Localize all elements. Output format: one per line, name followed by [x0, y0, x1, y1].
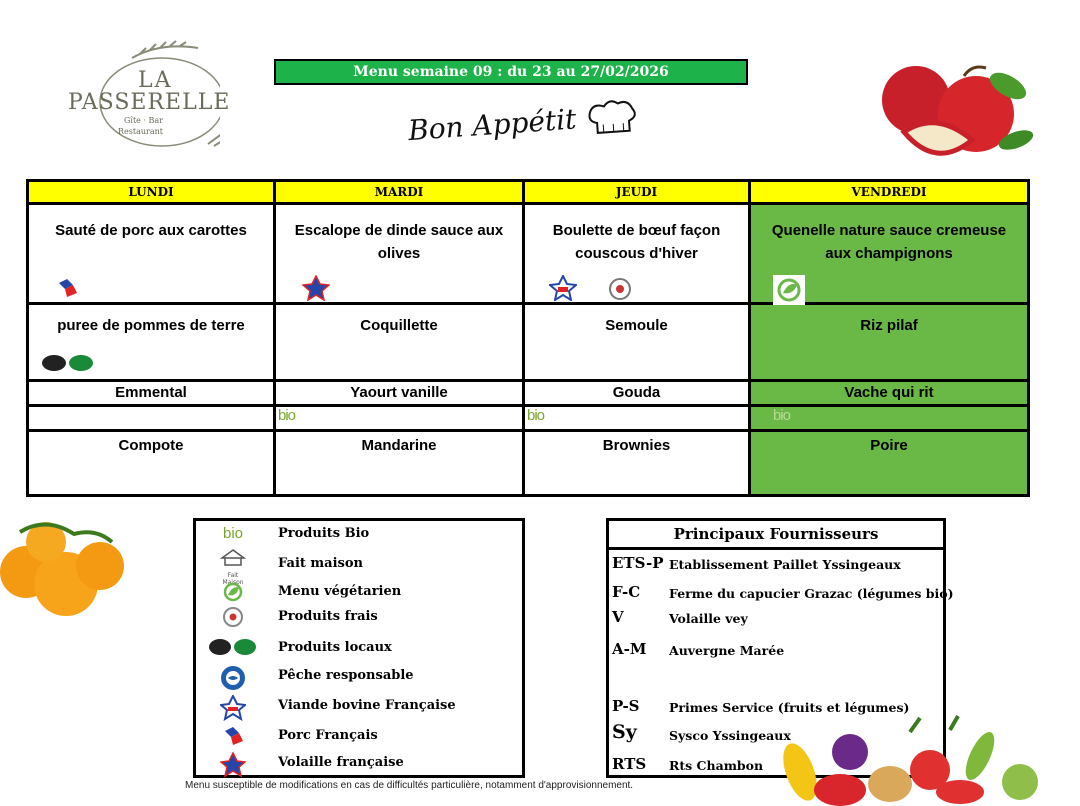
- supplier-code: Sy: [612, 721, 637, 743]
- fait-maison-icon: [218, 548, 248, 586]
- supplier-row: [609, 608, 943, 630]
- vegetarian-icon: [218, 581, 248, 603]
- apples-illustration: [876, 62, 1036, 162]
- bio-icon: bio: [222, 525, 244, 542]
- main-dish-text: Sauté de porc aux carottes: [55, 222, 247, 239]
- french-pork-icon: [55, 277, 81, 299]
- supplier-name: Sysco Yssingeaux: [669, 728, 791, 743]
- legend-label: Pêche responsable: [278, 668, 414, 683]
- footnote: Menu susceptible de modifications en cas de difficultés particulière, notamment d'approvisionnement.: [185, 780, 634, 791]
- dessert: Brownies: [522, 432, 751, 497]
- legend-label: Menu végétarien: [278, 584, 402, 599]
- side-dish-text: puree de pommes de terre: [57, 317, 245, 334]
- bio-icon: bio: [773, 407, 791, 424]
- dairy: Emmental: [26, 382, 276, 407]
- day-column-lundi: [26, 179, 276, 497]
- local-products-icon: [208, 637, 258, 659]
- bon-appetit-heading: [407, 96, 643, 152]
- vegetarian-icon: [773, 275, 805, 305]
- restaurant-logo: [60, 40, 250, 155]
- logo-line-1: LA: [138, 68, 173, 93]
- supplier-row: [609, 554, 943, 576]
- day-header: MARDI: [273, 179, 525, 205]
- legend-item: [196, 695, 522, 719]
- french-poultry-icon: [302, 275, 330, 301]
- french-pork-icon: [218, 725, 248, 747]
- main-dish-text: Escalope de dinde sauce aux olives: [294, 222, 504, 262]
- legend-item: [196, 637, 522, 661]
- weekly-menu-table: [26, 179, 1030, 497]
- day-header: JEUDI: [522, 179, 751, 205]
- local-products-icon: [41, 353, 97, 373]
- supplier-code: F-C: [612, 583, 641, 601]
- oranges-illustration: [0, 512, 128, 616]
- legend-label: Produits Bio: [278, 526, 370, 541]
- logo-line-3: Gîte · Bar: [124, 116, 163, 125]
- legend-item: [196, 606, 522, 630]
- fait-maison-caption: Fait Maison: [222, 572, 244, 586]
- supplier-code: ETS-P: [612, 554, 664, 572]
- responsible-fishing-icon: [218, 665, 248, 687]
- french-poultry-icon: [218, 752, 248, 774]
- main-dish-text: Quenelle nature sauce cremeuse aux champignons: [771, 222, 1007, 262]
- supplier-name: Rts Chambon: [669, 758, 764, 773]
- supplier-code: P-S: [612, 697, 640, 715]
- side-dish: Riz pilaf: [748, 305, 1030, 382]
- supplier-row: [609, 640, 943, 662]
- legend-label: Fait maison: [278, 556, 363, 571]
- fresh-products-icon: [607, 277, 633, 301]
- legend-label: Viande bovine Française: [278, 698, 456, 713]
- legend-item: [196, 725, 522, 749]
- supplier-name: Volaille vey: [669, 611, 748, 626]
- side-dish: Coquillette: [273, 305, 525, 382]
- legend-item: [196, 523, 522, 547]
- legend-label: Produits frais: [278, 609, 378, 624]
- side-dish: Semoule: [522, 305, 751, 382]
- dessert: Mandarine: [273, 432, 525, 497]
- supplier-name: Etablissement Paillet Yssingeaux: [669, 557, 901, 572]
- day-column-jeudi: [522, 179, 751, 497]
- bio-label-cell: [273, 407, 525, 432]
- chef-hat-icon: [584, 96, 643, 140]
- bio-icon: bio: [278, 407, 296, 424]
- supplier-name: Ferme du capucier Grazac (légumes bio): [669, 586, 954, 601]
- legend-label: Porc Français: [278, 728, 378, 743]
- menu-week-title: Menu semaine 09 : du 23 au 27/02/2026: [274, 59, 748, 85]
- side-dish: [26, 305, 276, 382]
- legend-label: Produits locaux: [278, 640, 392, 655]
- fresh-products-icon: [218, 606, 248, 628]
- bio-label-cell: [522, 407, 751, 432]
- main-dish: [748, 205, 1030, 305]
- bio-label-cell: [748, 407, 1030, 432]
- bon-appetit-line-1: Bon: [406, 109, 465, 147]
- legend-label: Volaille française: [278, 755, 404, 770]
- supplier-name: Primes Service (fruits et légumes): [669, 700, 910, 715]
- day-header: LUNDI: [26, 179, 276, 205]
- french-beef-icon: [549, 275, 577, 301]
- legend-item: [196, 665, 522, 689]
- legend-item: [196, 581, 522, 605]
- day-column-mardi: [273, 179, 525, 497]
- bio-icon: bio: [527, 407, 545, 424]
- legend-item: [196, 548, 522, 586]
- supplier-code: A-M: [612, 640, 647, 658]
- dairy: Gouda: [522, 382, 751, 407]
- bio-label-cell: [26, 407, 276, 432]
- french-beef-icon: [218, 695, 248, 717]
- day-column-vendredi: [748, 179, 1030, 497]
- supplier-code: RTS: [612, 755, 647, 773]
- dairy: Yaourt vanille: [273, 382, 525, 407]
- main-dish: [273, 205, 525, 305]
- logo-line-4: Restaurant: [118, 127, 163, 136]
- logo-line-2: PASSERELLE: [68, 90, 231, 115]
- main-dish-text: Boulette de bœuf façon couscous d'hiver: [552, 222, 721, 262]
- supplier-row: [609, 583, 954, 605]
- legend-item: [196, 752, 522, 776]
- supplier-name: Auvergne Marée: [669, 643, 785, 658]
- day-header: VENDREDI: [748, 179, 1030, 205]
- supplier-code: V: [612, 608, 624, 626]
- main-dish: [26, 205, 276, 305]
- suppliers-title: Principaux Fournisseurs: [609, 521, 943, 550]
- dessert: Compote: [26, 432, 276, 497]
- legend-box: [193, 518, 525, 778]
- vegetables-illustration: [760, 712, 1060, 806]
- main-dish: [522, 205, 751, 305]
- dessert: Poire: [748, 432, 1030, 497]
- dairy: Vache qui rit: [748, 382, 1030, 407]
- bon-appetit-line-2: Appétit: [471, 101, 578, 143]
